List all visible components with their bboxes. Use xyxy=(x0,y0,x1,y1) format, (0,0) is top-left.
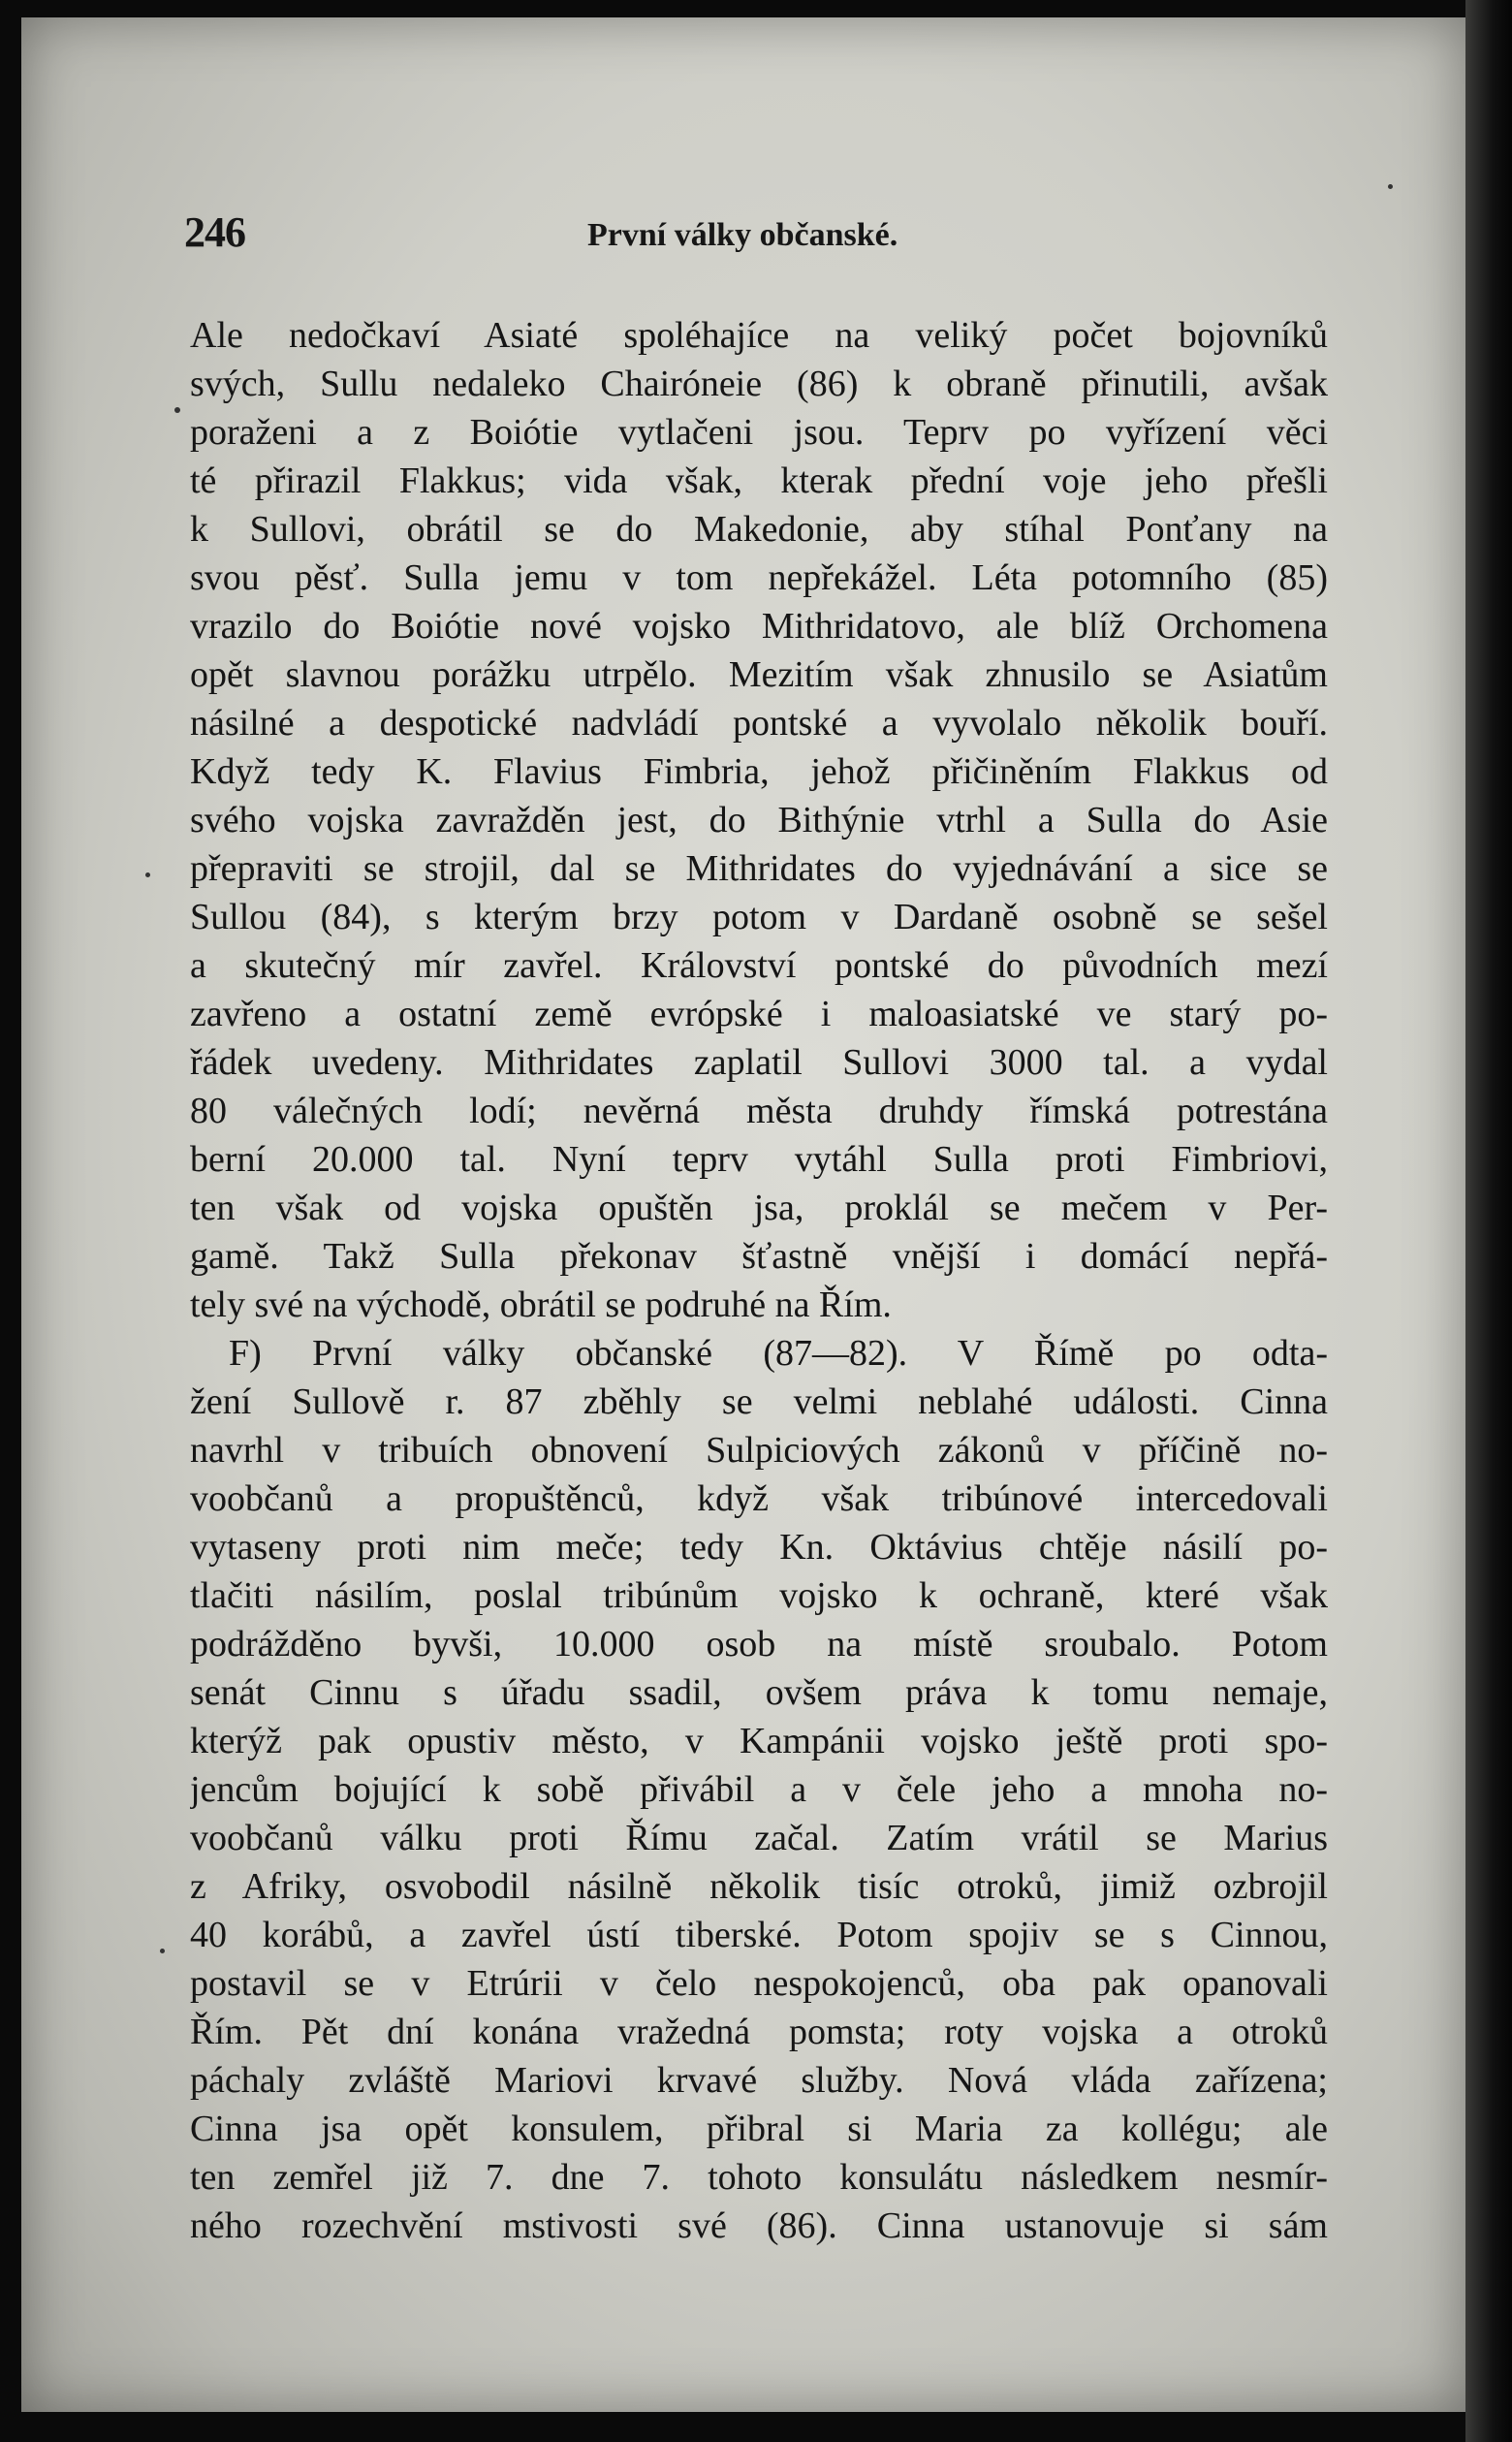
text-line: tlačiti násilím, poslal tribúnům vojsko k ochraně, které však xyxy=(190,1575,1328,1616)
paper-speck xyxy=(1388,184,1393,189)
page-edge-shadow xyxy=(1465,0,1512,2442)
text-line: zavřeno a ostatní země evrópské i maloasiatské ve starý po- xyxy=(190,994,1328,1034)
text-line: a skutečný mír zavřel. Království pontské do původních mezí xyxy=(190,945,1328,986)
text-line: vrazilo do Boiótie nové vojsko Mithridatovo, ale blíž Orchomena xyxy=(190,606,1328,647)
text-line: vytaseny proti nim meče; tedy Kn. Oktávius chtěje násilí po- xyxy=(190,1527,1328,1568)
text-line: přepraviti se strojil, dal se Mithridates do vyjednávání a sice se xyxy=(190,848,1328,889)
text-line: voobčanů válku proti Římu začal. Zatím vrátil se Marius xyxy=(190,1818,1328,1858)
text-line: ten však od vojska opuštěn jsa, proklál se mečem v Per- xyxy=(190,1188,1328,1228)
text-line: F) První války občanské (87—82). V Římě po odta- xyxy=(229,1333,1328,1374)
text-line: kterýž pak opustiv město, v Kampánii vojsko ještě proti spo- xyxy=(190,1721,1328,1761)
page-number: 246 xyxy=(184,208,245,256)
text-line: 40 korábů, a zavřel ústí tiberské. Potom spojiv se s Cinnou, xyxy=(190,1915,1328,1955)
text-line: postavil se v Etrúrii v čelo nespokojenců, oba pak opanovali xyxy=(190,1963,1328,2004)
text-line: opět slavnou porážku utrpělo. Mezitím však zhnusilo se Asiatům xyxy=(190,654,1328,695)
text-line: té přirazil Flakkus; vida však, kterak přední voje jeho přešli xyxy=(190,460,1328,501)
text-line: tely své na východě, obrátil se podruhé na Řím. xyxy=(190,1284,892,1325)
text-line: Řím. Pět dní konána vražedná pomsta; roty vojska a otroků xyxy=(190,2012,1328,2052)
text-line: svých, Sullu nedaleko Chairóneie (86) k obraně přinutili, avšak xyxy=(190,364,1328,404)
paper-speck xyxy=(174,407,180,413)
text-line: gamě. Takž Sulla překonav šťastně vnější i domácí nepřá- xyxy=(190,1236,1328,1277)
text-line: jencům bojující k sobě přivábil a v čele jeho a mnoha no- xyxy=(190,1769,1328,1810)
text-line: svého vojska zavražděn jest, do Bithýnie vtrhl a Sulla do Asie xyxy=(190,800,1328,840)
page-header xyxy=(184,207,1328,266)
text-line: žení Sullově r. 87 zběhly se velmi neblahé události. Cinna xyxy=(190,1381,1328,1422)
text-line: ného rozechvění mstivosti své (86). Cinna ustanovuje si sám xyxy=(190,2205,1328,2246)
running-title: První války občanské. xyxy=(587,217,898,253)
text-line: svou pěsť. Sulla jemu v tom nepřekážel. Léta potomního (85) xyxy=(190,557,1328,598)
text-line: navrhl v tribuích obnovení Sulpiciových zákonů v příčině no- xyxy=(190,1430,1328,1471)
text-line: podrážděno byvši, 10.000 osob na místě sroubalo. Potom xyxy=(190,1624,1328,1665)
text-line: páchaly zvláště Mariovi krvavé služby. Nová vláda zařízena; xyxy=(190,2060,1328,2101)
text-line: ten zemřel již 7. dne 7. tohoto konsulátu následkem nesmír- xyxy=(190,2157,1328,2198)
text-line: poraženi a z Boiótie vytlačeni jsou. Teprv po vyřízení věci xyxy=(190,412,1328,453)
text-line: z Afriky, osvobodil násilně několik tisíc otroků, jimiž ozbrojil xyxy=(190,1866,1328,1907)
paper-speck xyxy=(145,872,150,877)
text-line: k Sullovi, obrátil se do Makedonie, aby stíhal Ponťany na xyxy=(190,509,1328,550)
text-line: Ale nedočkaví Asiaté spoléhajíce na veliký počet bojovníků xyxy=(190,315,1328,356)
text-line: Sullou (84), s kterým brzy potom v Dardaně osobně se sešel xyxy=(190,897,1328,937)
text-line: násilné a despotické nadvládí pontské a vyvolalo několik bouří. xyxy=(190,703,1328,744)
text-line: 80 válečných lodí; nevěrná města druhdy římská potrestána xyxy=(190,1091,1328,1131)
text-line: berní 20.000 tal. Nyní teprv vytáhl Sulla proti Fimbriovi, xyxy=(190,1139,1328,1180)
text-line: Cinna jsa opět konsulem, přibral si Maria za kollégu; ale xyxy=(190,2109,1328,2149)
paper-speck xyxy=(160,1949,165,1953)
text-line: Když tedy K. Flavius Fimbria, jehož přičiněním Flakkus od xyxy=(190,751,1328,792)
text-line: voobčanů a propuštěnců, když však tribúnové intercedovali xyxy=(190,1478,1328,1519)
text-line: řádek uvedeny. Mithridates zaplatil Sullovi 3000 tal. a vydal xyxy=(190,1042,1328,1083)
text-line: senát Cinnu s úřadu ssadil, ovšem práva k tomu nemaje, xyxy=(190,1672,1328,1713)
body-text xyxy=(190,311,1328,2250)
